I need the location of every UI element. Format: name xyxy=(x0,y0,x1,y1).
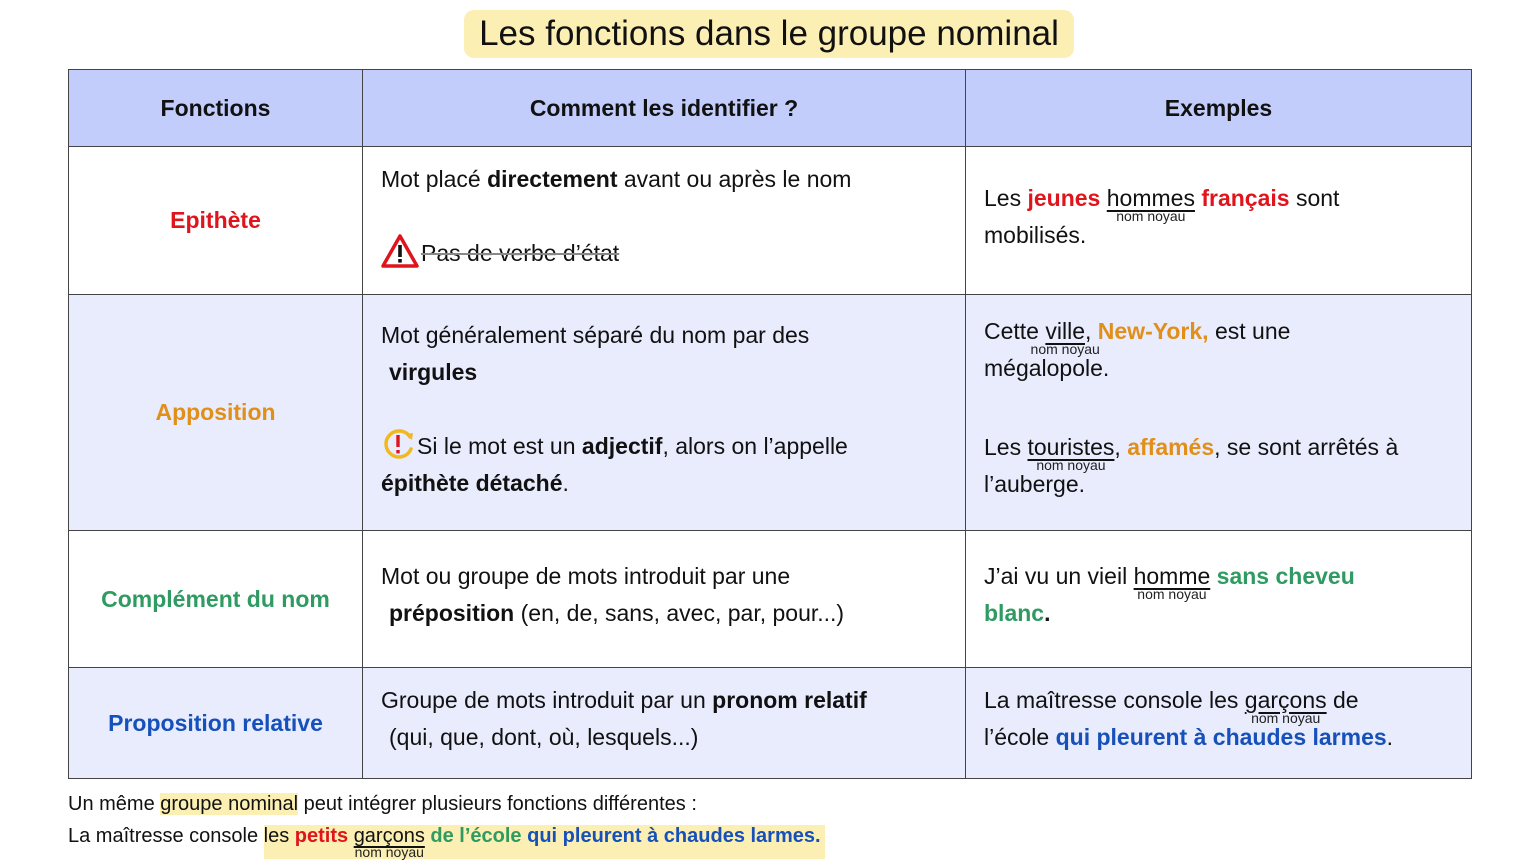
footer-line-1 xyxy=(68,788,825,820)
example-text: Cette xyxy=(984,318,1046,344)
example-text: . xyxy=(1044,600,1051,626)
header-fonctions: Fonctions xyxy=(69,70,363,147)
desc-bold: virgules xyxy=(389,359,478,385)
example-text: de xyxy=(1326,687,1359,713)
desc-apposition xyxy=(363,295,966,531)
example-complement xyxy=(966,531,1472,668)
desc-text: Mot généralement séparé du nom par des xyxy=(381,322,810,348)
function-relative: Proposition relative xyxy=(69,668,363,779)
functions-table xyxy=(68,69,1472,779)
desc-text: (qui, que, dont, où, lesquels...) xyxy=(389,724,699,750)
example-text: Les xyxy=(984,185,1028,211)
table-row-apposition xyxy=(69,295,1472,531)
example-text: mégalopole. xyxy=(984,355,1110,381)
footer-text: les xyxy=(263,825,295,847)
example-epithete xyxy=(966,147,1472,295)
example-text: , xyxy=(1114,434,1128,460)
table-row-relative xyxy=(69,668,1472,779)
example-complement-word: blanc xyxy=(984,600,1045,626)
footer-text: peut intégrer plusieurs fonctions différentes : xyxy=(298,793,697,815)
warning-text: Pas de verbe d’état xyxy=(421,240,620,266)
header-identifier: Comment les identifier ? xyxy=(363,70,966,147)
noun-noyau xyxy=(1027,434,1115,473)
example-text: sont xyxy=(1289,185,1340,211)
noun-label: nom noyau xyxy=(1030,341,1100,357)
noun-label: nom noyau xyxy=(354,844,424,860)
function-epithete: Epithète xyxy=(69,147,363,295)
note-text: . xyxy=(562,470,569,496)
desc-text: Mot ou groupe de mots introduit par une xyxy=(381,563,791,589)
noun-label: nom noyau xyxy=(1137,586,1207,602)
table-row-epithete xyxy=(69,147,1472,295)
example-text: , se sont arrêtés à xyxy=(1214,434,1399,460)
desc-text: avant ou après le nom xyxy=(617,166,852,192)
example-text: , xyxy=(1085,318,1098,344)
example-text: mobilisés. xyxy=(984,222,1087,248)
footer-epithete-word: petits xyxy=(294,825,349,847)
footer-text: Un même xyxy=(68,793,161,815)
warning-line xyxy=(381,234,955,272)
example-apposition xyxy=(966,295,1472,531)
noun-noyau xyxy=(1030,318,1100,357)
footer-note xyxy=(68,788,825,860)
example-text: . xyxy=(1386,724,1394,750)
footer-complement-word: de l’école xyxy=(424,825,522,847)
example-text: est une xyxy=(1208,318,1291,344)
noun-noyau xyxy=(1133,563,1211,602)
desc-complement xyxy=(363,531,966,668)
example-epithete-word: français xyxy=(1201,185,1290,211)
example-epithete-word: jeunes xyxy=(1027,185,1101,211)
desc-text: Mot placé xyxy=(381,166,488,192)
example-apposition-word: New-York, xyxy=(1097,318,1209,344)
function-complement: Complément du nom xyxy=(69,531,363,668)
desc-epithete xyxy=(363,147,966,295)
noun-label: nom noyau xyxy=(1116,208,1186,224)
desc-bold: pronom relatif xyxy=(712,687,867,713)
note-text: , alors on l’appelle xyxy=(662,433,848,459)
example-apposition-word: affamés xyxy=(1127,434,1215,460)
noun-noyau xyxy=(1244,687,1327,726)
clock-exclamation-icon xyxy=(381,427,415,461)
table-row-complement xyxy=(69,531,1472,668)
noun-word: touristes xyxy=(1027,434,1115,460)
noun-label: nom noyau xyxy=(1036,457,1106,473)
footer-text: La maîtresse console xyxy=(68,825,264,847)
note-bold: épithète détaché xyxy=(381,470,563,496)
example-relative xyxy=(966,668,1472,779)
example-apposition-1 xyxy=(984,313,1461,387)
example-text: l’école xyxy=(984,724,1056,750)
noun-word: garçons xyxy=(1244,687,1327,713)
note-bold: adjectif xyxy=(581,433,663,459)
note-line xyxy=(381,427,955,465)
desc-text: Groupe de mots introduit par un xyxy=(381,687,713,713)
noun-noyau xyxy=(1106,185,1195,224)
desc-epithete-line xyxy=(381,161,955,198)
example-relative-word: qui pleurent à chaudes larmes xyxy=(1055,724,1387,750)
desc-relative xyxy=(363,668,966,779)
example-text: La maîtresse console les xyxy=(984,687,1245,713)
warning-triangle-icon xyxy=(381,234,419,268)
footer-example-highlight xyxy=(264,825,825,859)
header-exemples: Exemples xyxy=(966,70,1472,147)
page-title: Les fonctions dans le groupe nominal xyxy=(464,10,1074,58)
desc-bold: directement xyxy=(487,166,618,192)
example-apposition-2 xyxy=(984,429,1461,503)
desc-text: (en, de, sans, avec, par, pour...) xyxy=(514,600,845,626)
footer-line-2 xyxy=(68,820,825,860)
example-text: l’auberge. xyxy=(984,471,1086,497)
example-text: J’ai vu un vieil xyxy=(984,563,1134,589)
function-apposition: Apposition xyxy=(69,295,363,531)
noun-word: homme xyxy=(1133,563,1211,589)
note-text: Si le mot est un xyxy=(417,433,582,459)
noun-noyau xyxy=(353,825,425,860)
footer-relative-word: qui pleurent à chaudes larmes. xyxy=(521,825,821,847)
noun-word: hommes xyxy=(1106,185,1195,211)
noun-label: nom noyau xyxy=(1251,710,1321,726)
desc-bold: préposition xyxy=(389,600,515,626)
noun-word: garçons xyxy=(353,825,425,847)
footer-highlight: groupe nominal xyxy=(160,793,299,815)
table-header-row xyxy=(69,70,1472,147)
example-text: Les xyxy=(984,434,1028,460)
example-complement-word: sans cheveu xyxy=(1210,563,1355,589)
noun-word: ville xyxy=(1045,318,1085,344)
